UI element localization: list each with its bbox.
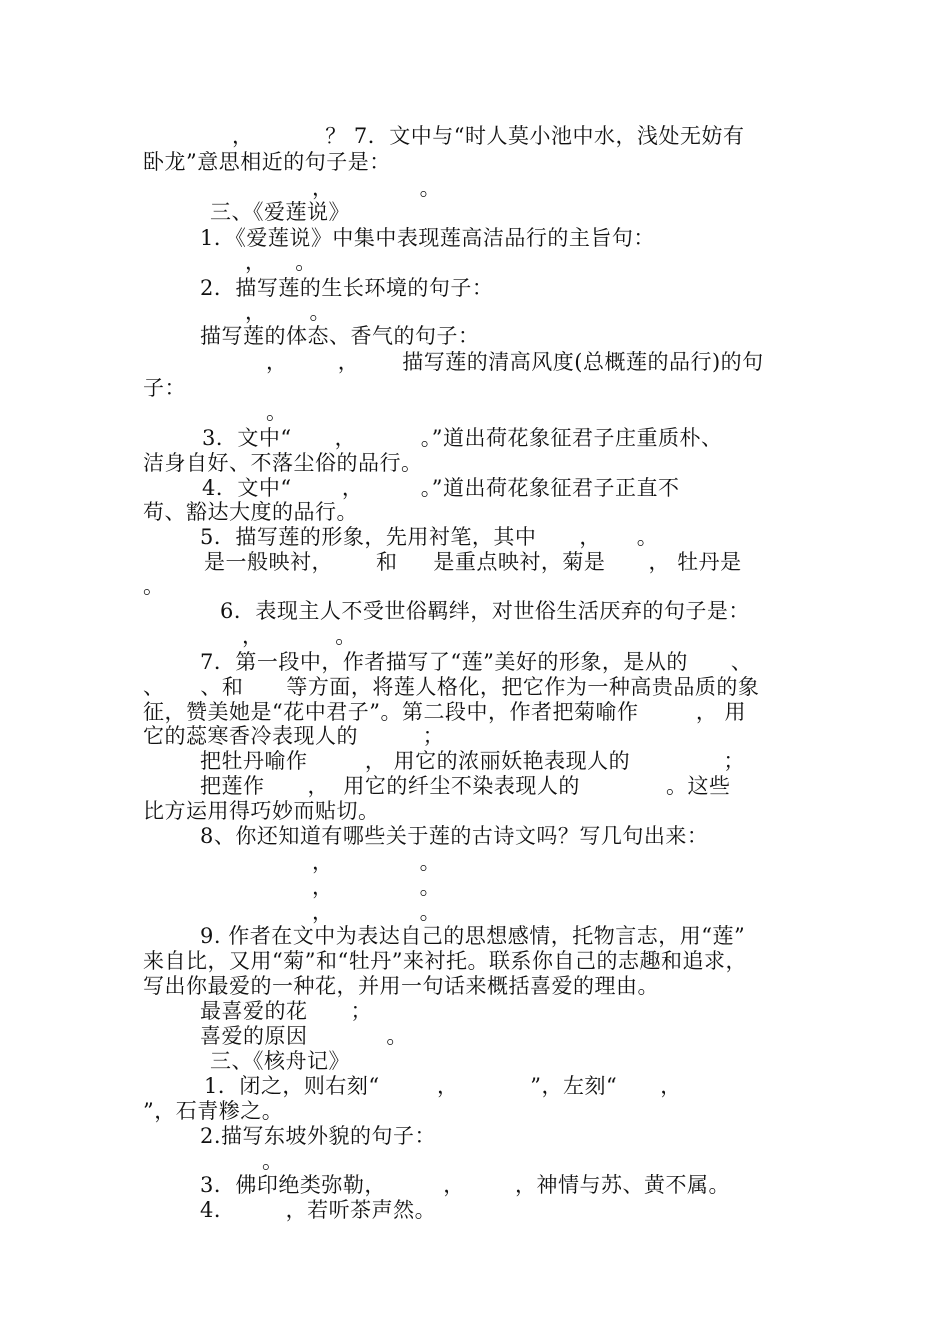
question-line: 4．文中“ ， 。”道出荷花象征君子正直不 — [202, 476, 680, 500]
text-line: 比方运用得巧妙而贴切。 — [143, 799, 380, 823]
text-line: ， ， 描写莲的清高风度(总概莲的品行)的句 — [266, 350, 764, 374]
text-line: ， 。 — [312, 900, 442, 924]
question-line: 3．文中“ ， 。”道出荷花象征君子庄重质朴、 — [202, 426, 723, 450]
text-line: ”，石青糁之。 — [143, 1099, 284, 1123]
text-line: ， 。 — [312, 875, 442, 899]
text-line: 征，赞美她是“花中君子”。第二段中，作者把菊喻作 ， 用 — [143, 700, 747, 724]
text-line: 它的蕊寒香冷表现人的 ； — [143, 724, 445, 748]
section-heading: 三、《爱莲说》 — [210, 200, 350, 224]
text-line: ， 。 — [245, 300, 332, 324]
question-line: 1．《爱莲说》中集中表现莲高洁品行的主旨句： — [200, 226, 655, 250]
text-line: 卧龙”意思相近的句子是： — [143, 150, 391, 174]
question-line: 6．表现主人不受世俗羁绊，对世俗生活厌弃的句子是： — [220, 599, 750, 623]
text-line: 洁身自好、不落尘俗的品行。 — [143, 451, 423, 475]
text-line: 、 、和 等方面，将莲人格化，把它作为一种高贵品质的象 — [143, 675, 760, 699]
text-line: 喜爱的原因 。 — [200, 1024, 408, 1048]
text-line: 。 — [266, 400, 288, 424]
text-line: 把莲作 ， 用它的纤尘不染表现人的 。这些 — [200, 774, 731, 798]
question-line: 4． ，若听茶声然。 — [200, 1198, 437, 1222]
question-line: 5．描写莲的形象，先用衬笔，其中 ， 。 — [200, 525, 659, 549]
text-line: ， 。 — [245, 250, 317, 274]
text-line: 是一般映衬， 和 是重点映衬，菊是 ， 牡丹是 — [204, 550, 742, 574]
text-line: 子： — [143, 376, 186, 400]
question-line: 3．佛印绝类弥勒， ， ，神情与苏、黄不属。 — [200, 1173, 730, 1197]
text-line: 把牡丹喻作 ， 用它的浓丽妖艳表现人的 ； — [200, 749, 745, 773]
question-line: 2．描写莲的生长环境的句子： — [200, 276, 494, 300]
text-line: ， 。 — [312, 850, 442, 874]
text-line: 最喜爱的花 ； — [200, 999, 373, 1023]
text-line: 写出你最爱的一种花，并用一句话来概括喜爱的理由。 — [143, 974, 659, 998]
text-line: 。 — [262, 1149, 284, 1173]
text-line: 。 — [143, 574, 165, 598]
question-line: 1．闭之，则右刻“ ， ”，左刻“ ， — [204, 1074, 682, 1098]
question-line: 8、你还知道有哪些关于莲的古诗文吗？写几句出来： — [200, 824, 709, 848]
text-line: ， 。 — [242, 624, 357, 648]
section-heading: 三、《核舟记》 — [210, 1049, 350, 1073]
text-line: 描写莲的体态、香气的句子： — [200, 324, 480, 348]
text-line: ， 。 — [312, 176, 442, 200]
question-line: 7．第一段中，作者描写了“莲”美好的形象，是从的 、 — [200, 650, 753, 674]
text-line: 苟、豁达大度的品行。 — [143, 500, 358, 524]
text-line: 来自比，又用“菊”和“牡丹”来衬托。联系你自己的志趣和追求， — [143, 949, 747, 973]
text-line: ， ？ 7．文中与“时人莫小池中水，浅处无妨有 — [232, 124, 745, 148]
question-line: 9. 作者在文中为表达自己的思想感情，托物言志，用“莲” — [200, 924, 746, 948]
question-line: 2.描写东坡外貌的句子： — [200, 1124, 437, 1148]
